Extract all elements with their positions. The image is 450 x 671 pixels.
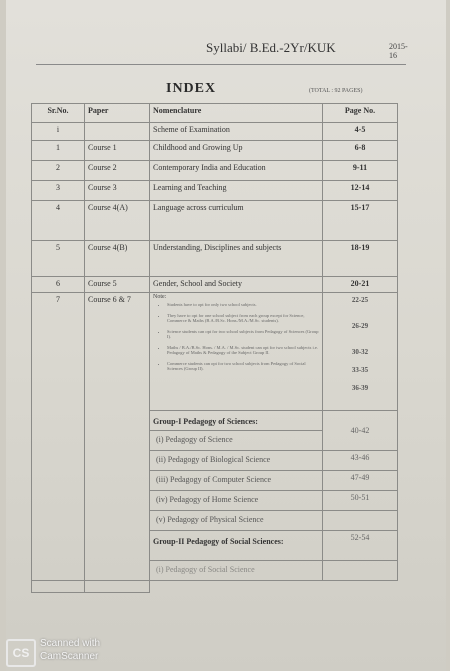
row-paper: Course 2 [85,161,150,181]
row-pages: 9-11 [323,161,398,181]
table-row [32,123,398,141]
note-pages: 33-35 [351,366,369,374]
group1-item: (ii) Pedagogy of Biological Science [150,451,323,471]
header-rule [36,64,406,65]
note-pages: 26-29 [351,322,369,330]
note-item: • Maths / B.A./B.Sc. Hons. / M.A. / M.Sc. student can opt for two school subjects i.e. Pedagogy of Maths & Pedagogy of the Subject Group II. [167,345,319,355]
row-nomenclature: Understanding, Disciplines and subjects [150,241,323,277]
table-row [32,161,398,181]
group1-item-pages: 40-42 [323,411,398,451]
row-nomenclature: Learning and Teaching [150,181,323,201]
note-item: • Commerce students can opt for two school subjects from Pedagogy of Social Sciences (Group II). [167,361,319,371]
table-row [32,181,398,201]
row-paper: Course 5 [85,277,150,293]
note-pages: 36-39 [351,384,369,392]
notes-pages [323,293,398,411]
note-pages: 22-25 [351,296,369,304]
row-paper: Course 3 [85,181,150,201]
group1-item-pages: 50-51 [323,491,398,511]
session-year: 2015-16 [389,42,408,60]
row-nomenclature: Contemporary India and Education [150,161,323,181]
row-pages: 4-5 [323,123,398,141]
sub-row-empty [32,581,398,593]
group1-item-pages: 47-49 [323,471,398,491]
group2-pages: 52-54 [323,531,398,561]
row-sr: 1 [32,141,85,161]
table-row [32,277,398,293]
group1-item-pages: 43-46 [323,451,398,471]
row-nomenclature: Scheme of Examination [150,123,323,141]
row-sr: i [32,123,85,141]
camscanner-watermark [6,637,126,667]
watermark-line2: CamScanner [40,651,99,662]
row-pages: 15-17 [323,201,398,241]
row-paper: Course 4(B) [85,241,150,277]
row-pages: 18-19 [323,241,398,277]
table-row [32,241,398,277]
column-header-nomenclature: Nomenclature [150,104,323,123]
table-row [32,141,398,161]
row-pages: 12-14 [323,181,398,201]
index-title: INDEX [166,81,217,96]
watermark-text [40,637,100,663]
row-nomenclature: Language across curriculum [150,201,323,241]
empty-cell [32,581,85,593]
note-item: • They have to opt for one school subject from each group except for Science, Commerce & Maths (B.A./B.Sc. Hons./M.A./M.Sc. students). [167,313,319,323]
row-pages: 20-21 [323,277,398,293]
row-sr: 7 [32,293,85,581]
row-paper: Course 4(A) [85,201,150,241]
empty-cell [85,581,150,593]
group1-heading: Group-I Pedagogy of Sciences: [150,411,323,431]
row-pages: 6-8 [323,141,398,161]
table-header-row [32,104,398,123]
document-page [6,0,446,671]
row-sr: 2 [32,161,85,181]
note-item: • Science students can opt for two school subjects from Pedagogy of Sciences (Group I). [167,329,319,339]
note-label: Note: [153,294,167,300]
notes-cell [150,293,323,411]
group2-item: (i) Pedagogy of Social Science [150,561,323,581]
group1-item: (iii) Pedagogy of Computer Science [150,471,323,491]
column-header-sr: Sr.No. [32,104,85,123]
row-paper [85,123,150,141]
group1-item-pages [323,511,398,531]
total-pages: (TOTAL : 92 PAGES) [309,88,363,94]
watermark-line1: Scanned with [40,638,101,649]
document-header: Syllabi/ B.Ed.-2Yr/KUK [206,40,336,55]
camscanner-logo-icon: CS [6,639,36,667]
note-item: • Students have to opt for only two school subjects. [167,302,319,307]
row-paper: Course 1 [85,141,150,161]
notes-list [153,302,319,371]
table-row-course-6-7 [32,293,398,411]
row-sr: 6 [32,277,85,293]
index-table [31,103,398,593]
row-sr: 5 [32,241,85,277]
row-sr: 4 [32,201,85,241]
row-nomenclature: Gender, School and Society [150,277,323,293]
row-sr: 3 [32,181,85,201]
group2-heading: Group-II Pedagogy of Social Sciences: [150,531,323,561]
note-pages: 30-32 [351,348,369,356]
column-header-page: Page No. [323,104,398,123]
group1-item: (v) Pedagogy of Physical Science [150,511,323,531]
row-nomenclature: Childhood and Growing Up [150,141,323,161]
group1-item: (iv) Pedagogy of Home Science [150,491,323,511]
group1-item: (i) Pedagogy of Science [150,431,323,451]
group2-item-pages [323,561,398,581]
column-header-paper: Paper [85,104,150,123]
table-row [32,201,398,241]
row-paper: Course 6 & 7 [85,293,150,581]
